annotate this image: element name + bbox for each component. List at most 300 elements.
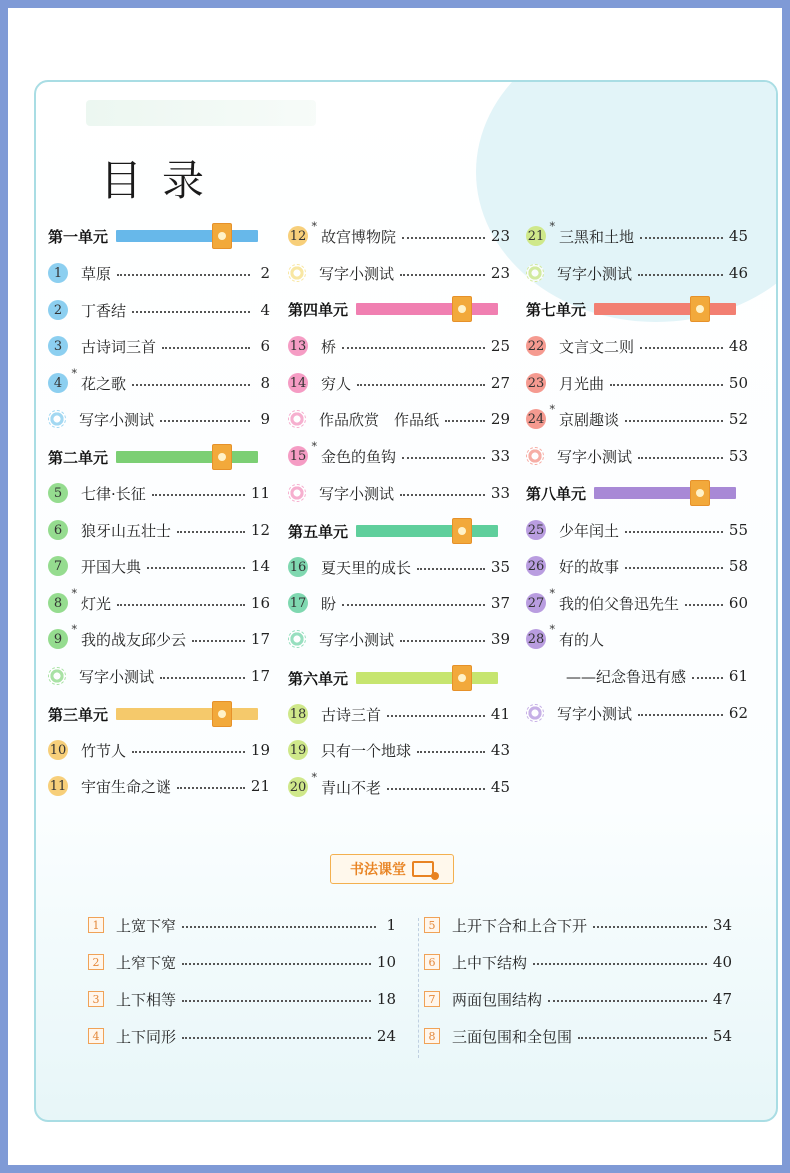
lesson-row[interactable] [48,478,270,508]
page-number: 33 [490,484,510,502]
calligraphy-number: 1 [88,917,104,933]
leader-dots [625,420,723,422]
unit-bar [116,451,258,463]
calligraphy-number: 2 [88,954,104,970]
lesson-title: 京剧趣谈 [559,410,620,429]
page-number: 41 [490,705,510,723]
optional-star: * [71,587,77,600]
page-sheet [8,8,782,1165]
page-number: 45 [490,778,510,796]
leader-dots [638,457,723,459]
leader-dots [417,568,485,570]
lesson-number-badge [288,771,317,797]
leader-dots [638,274,723,276]
leader-dots [160,677,245,679]
unit-label: 第二单元 [48,448,109,467]
page-number: 48 [728,337,748,355]
page-number: 60 [728,594,748,612]
leader-dots [342,604,485,606]
lesson-row[interactable] [48,771,270,801]
lesson-number-badge [526,587,555,613]
lesson-number-badge [526,520,546,540]
calligraphy-number: 8 [424,1028,440,1044]
page-number: 11 [250,484,270,502]
leader-dots [147,567,245,569]
leader-dots [387,788,485,790]
unit-bar [356,303,498,315]
lesson-number: 10 [49,742,67,758]
lesson-number-badge [526,623,555,649]
calligraphy-title: 上开下合和上合下开 [452,916,588,935]
leader-dots [342,347,485,349]
lesson-row[interactable] [288,699,510,729]
calligraphy-row[interactable] [424,1021,732,1051]
calligraphy-title: 两面包围结构 [452,990,543,1009]
lesson-number: 7 [53,558,63,574]
unit-label: 第六单元 [288,669,349,688]
calligraphy-title: 上下相等 [116,990,177,1009]
optional-star: * [311,440,317,453]
lesson-number-badge [526,373,546,393]
page-number: 53 [728,447,748,465]
unit-bar [356,672,498,684]
lesson-title: 穷人 [321,374,352,393]
lesson-row[interactable] [526,588,748,618]
lesson-number: 28 [527,631,545,647]
practice-row[interactable] [288,624,510,654]
lesson-number: 25 [527,522,545,538]
lesson-row[interactable] [48,295,270,325]
calligraphy-row[interactable] [88,910,396,940]
page-number: 18 [376,990,396,1008]
page-number: 39 [490,630,510,648]
lesson-title: 丁香结 [81,301,127,320]
page-number: 46 [728,264,748,282]
lesson-number: 4 [53,375,63,391]
lesson-number: 1 [53,265,63,281]
lesson-title: 作品欣赏 作品纸 [319,410,440,429]
unit-tag-icon [212,444,232,470]
page-number: 17 [250,667,270,685]
page-number: 35 [490,558,510,576]
lesson-title: 写字小测试 [557,447,633,466]
lesson-title: 少年闰土 [559,521,620,540]
unit-bar [356,525,498,537]
calligraphy-row[interactable] [88,1021,396,1051]
calligraphy-number: 4 [88,1028,104,1044]
unit-header[interactable] [288,516,510,546]
lesson-title: 我的战友邱少云 [81,630,187,649]
unit-bar [594,303,736,315]
calligraphy-number: 5 [424,917,440,933]
flower-icon [288,484,306,502]
lesson-number-badge [288,740,308,760]
leader-dots [177,787,245,789]
lesson-title: 宇宙生命之谜 [81,777,172,796]
lesson-row[interactable] [288,331,510,361]
page-number: 24 [376,1027,396,1045]
page-number: 12 [250,521,270,539]
calligraphy-title: 上窄下宽 [116,953,177,972]
optional-star: * [549,403,555,416]
leader-dots [640,237,723,239]
leader-dots [182,1037,371,1039]
flower-icon [288,410,306,428]
lesson-number-badge [48,740,68,760]
lesson-row[interactable] [288,735,510,765]
leader-dots [192,640,245,642]
practice-row[interactable] [526,698,748,728]
optional-star: * [71,367,77,380]
lesson-title: 花之歌 [81,374,127,393]
lesson-number: 19 [289,742,307,758]
lesson-row[interactable] [288,368,510,398]
unit-header[interactable] [288,294,510,324]
lesson-title: 只有一个地球 [321,741,412,760]
leader-dots [402,457,485,459]
page-number: 43 [490,741,510,759]
leader-dots [387,715,485,717]
leader-dots [533,963,707,965]
page-number: 10 [376,953,396,971]
lesson-title: 我的伯父鲁迅先生 [559,594,680,613]
lesson-title: 写字小测试 [319,484,395,503]
lesson-number: 9 [53,631,63,647]
practice-row[interactable] [288,258,510,288]
lesson-title: 灯光 [81,594,112,613]
lesson-number-badge [48,300,68,320]
lesson-number: 21 [527,228,545,244]
lesson-number-badge [48,336,68,356]
leader-dots [182,926,376,928]
lesson-title: 文言文二则 [559,337,635,356]
page-number: 62 [728,704,748,722]
lesson-row[interactable] [288,441,510,471]
lesson-title: 竹节人 [81,741,127,760]
flower-icon [288,630,306,648]
lesson-title: 青山不老 [321,778,382,797]
unit-bar [594,487,736,499]
practice-row[interactable] [48,404,270,434]
lesson-number: 23 [527,375,545,391]
practice-row[interactable] [288,404,510,434]
lesson-title: 草原 [81,264,112,283]
page-number: 4 [260,301,270,319]
leader-dots [400,494,485,496]
lesson-title: 写字小测试 [319,264,395,283]
lesson-title: 月光曲 [559,374,605,393]
lesson-number: 6 [53,522,63,538]
leader-dots [132,751,245,753]
optional-star: * [549,220,555,233]
lesson-title: 古诗三首 [321,705,382,724]
unit-label: 第五单元 [288,522,349,541]
unit-label: 第一单元 [48,227,109,246]
lesson-number-badge [288,336,308,356]
calligraphy-divider [418,918,419,1058]
leader-dots [117,604,245,606]
lesson-number-badge [288,593,308,613]
optional-star: * [311,220,317,233]
lesson-number: 3 [53,338,63,354]
calligraphy-title: 上中下结构 [452,953,528,972]
calligraphy-row[interactable] [88,947,396,977]
lesson-number-badge [288,440,317,466]
practice-row[interactable] [48,661,270,691]
lesson-number-badge [526,556,546,576]
calligraphy-title-text: 书法课堂 [350,862,406,878]
unit-header[interactable] [48,699,270,729]
page-number: 33 [490,447,510,465]
page-number: 17 [250,630,270,648]
unit-label: 第三单元 [48,705,109,724]
lesson-row[interactable] [48,331,270,361]
unit-tag-icon [452,665,472,691]
leader-dots [610,384,723,386]
page-number: 21 [250,777,270,795]
page-number: 37 [490,594,510,612]
lesson-number: 15 [289,448,307,464]
lesson-number-badge [48,556,68,576]
leader-dots [357,384,485,386]
lesson-row[interactable] [526,515,748,545]
optional-star: * [549,623,555,636]
leader-dots [625,531,723,533]
page-number: 45 [728,227,748,245]
lesson-title: 夏天里的成长 [321,558,412,577]
unit-header[interactable] [288,663,510,693]
lesson-title: 开国大典 [81,557,142,576]
lesson-row[interactable] [48,515,270,545]
lesson-number: 12 [289,228,307,244]
lesson-row[interactable] [48,735,270,765]
unit-label: 第四单元 [288,300,349,319]
calligraphy-row[interactable] [88,984,396,1014]
leader-dots [402,237,485,239]
leader-dots [640,347,723,349]
lesson-title: 写字小测试 [79,667,155,686]
lesson-number-badge [48,520,68,540]
lesson-number: 16 [289,559,307,575]
calligraphy-number: 6 [424,954,440,970]
calligraphy-number: 3 [88,991,104,1007]
leader-dots [625,567,723,569]
lesson-title: ——纪念鲁迅有感 [566,667,687,686]
lesson-row[interactable] [526,404,748,434]
lesson-row[interactable] [48,588,270,618]
lesson-row[interactable] [526,624,748,654]
practice-row[interactable] [526,661,748,691]
lesson-number-badge [526,336,546,356]
leader-dots [132,384,250,386]
unit-label: 第七单元 [526,300,587,319]
lesson-number: 14 [289,375,307,391]
calligraphy-title: 上宽下窄 [116,916,177,935]
optional-star: * [311,771,317,784]
lesson-row[interactable] [48,368,270,398]
lesson-number: 2 [53,302,63,318]
practice-row[interactable] [526,258,748,288]
lesson-title: 写字小测试 [557,704,633,723]
lesson-title: 桥 [321,337,337,356]
flower-icon [526,704,544,722]
unit-bar [116,230,258,242]
unit-tag-icon [212,701,232,727]
unit-tag-icon [212,223,232,249]
page-number: 14 [250,557,270,575]
page-number: 23 [490,227,510,245]
lesson-number: 8 [53,595,63,611]
lesson-number-badge [48,587,77,613]
leader-dots [692,677,723,679]
page-number: 2 [260,264,270,282]
page-number: 52 [728,410,748,428]
unit-header[interactable] [526,478,748,508]
optional-star: * [71,623,77,636]
calligraphy-title: 上下同形 [116,1027,177,1046]
lesson-title: 七律·长征 [81,484,146,503]
leader-dots [593,926,707,928]
page-number: 61 [728,667,748,685]
lesson-row[interactable] [288,552,510,582]
page-number: 50 [728,374,748,392]
flower-icon [48,667,66,685]
lesson-number: 27 [527,595,545,611]
flower-icon [288,264,306,282]
calligraphy-section-title [330,854,454,884]
lesson-title: 狼牙山五壮士 [81,521,172,540]
lesson-number-badge [48,623,77,649]
leader-dots [417,751,485,753]
lesson-number-badge [526,403,555,429]
lesson-title: 盼 [321,594,337,613]
lesson-title: 金色的鱼钩 [321,447,397,466]
lesson-row[interactable] [526,368,748,398]
calligraphy-row[interactable] [424,947,732,977]
page-title: 目录 [100,156,225,205]
calligraphy-number: 7 [424,991,440,1007]
unit-header[interactable] [526,294,748,324]
practice-row[interactable] [288,478,510,508]
lesson-number-badge [288,373,308,393]
page-number: 40 [712,953,732,971]
page-number: 29 [490,410,510,428]
page-number: 8 [260,374,270,392]
page-number: 6 [260,337,270,355]
unit-bar [116,708,258,720]
unit-header[interactable] [48,221,270,251]
lesson-number: 26 [527,558,545,574]
page-number: 1 [386,916,396,934]
lesson-number: 5 [53,485,63,501]
leader-dots [117,274,250,276]
lesson-number: 24 [527,411,545,427]
leader-dots [638,714,723,716]
lesson-row[interactable] [288,588,510,618]
unit-tag-icon [452,518,472,544]
unit-tag-icon [690,480,710,506]
unit-header[interactable] [48,442,270,472]
lesson-number-badge [288,557,308,577]
lesson-row[interactable] [526,331,748,361]
lesson-title: 好的故事 [559,557,620,576]
leader-dots [400,274,485,276]
leader-dots [132,311,250,313]
lesson-number: 22 [527,338,545,354]
lesson-title: 三黑和土地 [559,227,635,246]
leader-dots [685,604,723,606]
lesson-number-badge [48,367,77,393]
flower-icon [48,410,66,428]
unit-tag-icon [452,296,472,322]
leader-dots [182,963,371,965]
lesson-number: 13 [289,338,307,354]
optional-star: * [549,587,555,600]
teacher-board-icon [412,861,434,877]
lesson-number-badge [48,483,68,503]
flower-icon [526,264,544,282]
page-number: 16 [250,594,270,612]
lesson-title: 故宫博物院 [321,227,397,246]
leader-dots [162,347,250,349]
page-number: 47 [712,990,732,1008]
leader-dots [182,1000,371,1002]
lesson-number-badge [48,776,68,796]
lesson-row[interactable] [288,221,510,251]
lesson-number: 20 [289,779,307,795]
lesson-title: 有的人 [559,630,605,649]
page-number: 34 [712,916,732,934]
page-number: 25 [490,337,510,355]
unit-label: 第八单元 [526,484,587,503]
decorative-band [86,100,316,126]
lesson-row[interactable] [48,624,270,654]
lesson-title: 古诗词三首 [81,337,157,356]
leader-dots [548,1000,707,1002]
page-number: 27 [490,374,510,392]
leader-dots [152,494,245,496]
page-number: 54 [712,1027,732,1045]
lesson-row[interactable] [48,551,270,581]
leader-dots [445,420,485,422]
calligraphy-row[interactable] [424,910,732,940]
lesson-number-badge [526,220,555,246]
lesson-number-badge [288,704,308,724]
leader-dots [578,1037,707,1039]
unit-tag-icon [690,296,710,322]
lesson-row[interactable] [526,221,748,251]
page-number: 58 [728,557,748,575]
lesson-row[interactable] [526,551,748,581]
lesson-title: 写字小测试 [319,630,395,649]
lesson-row[interactable] [48,258,270,288]
lesson-number: 17 [289,595,307,611]
flower-icon [526,447,544,465]
lesson-number-badge [288,220,317,246]
lesson-row[interactable] [288,772,510,802]
lesson-title: 写字小测试 [79,410,155,429]
lesson-number: 18 [289,706,307,722]
page-number: 9 [260,410,270,428]
lesson-title: 写字小测试 [557,264,633,283]
page-number: 23 [490,264,510,282]
lesson-number-badge [48,263,68,283]
leader-dots [160,420,250,422]
practice-row[interactable] [526,441,748,471]
lesson-number: 11 [49,778,67,794]
page-number: 19 [250,741,270,759]
calligraphy-row[interactable] [424,984,732,1014]
